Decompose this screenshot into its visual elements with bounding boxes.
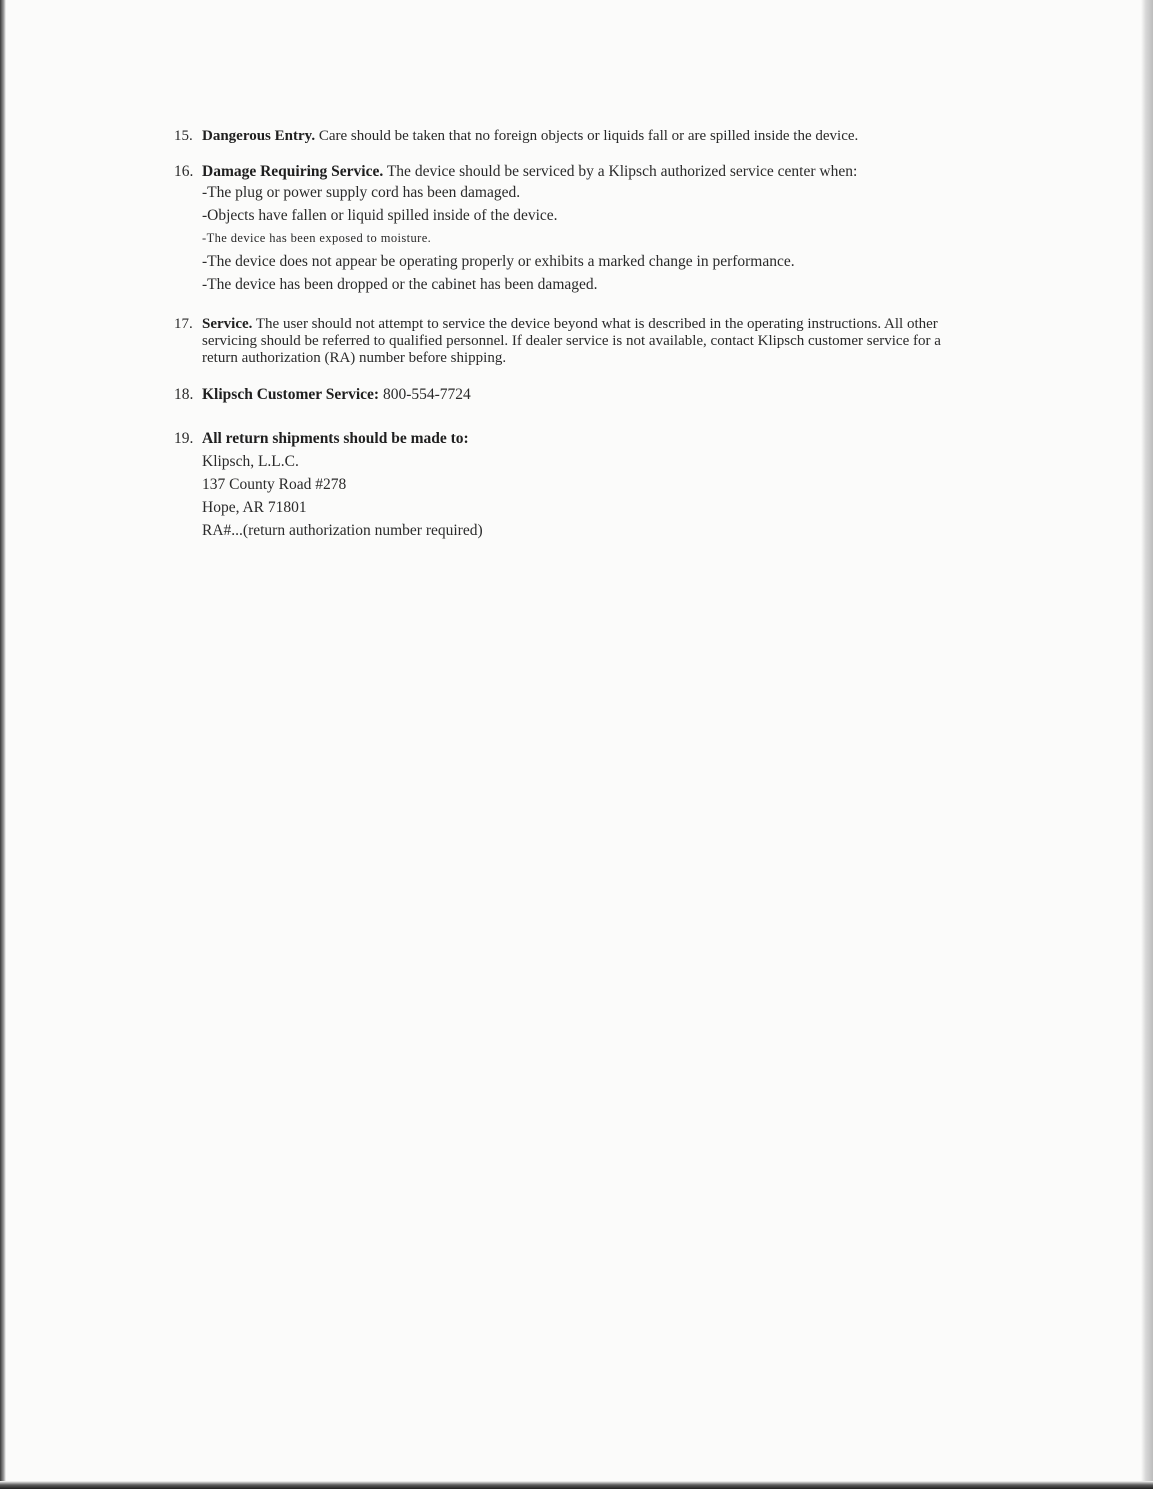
item-number: 19. [174, 430, 194, 447]
item-heading: Damage Requiring Service. [202, 163, 384, 180]
instruction-item-19 [174, 427, 974, 542]
item-number: 18. [174, 386, 194, 403]
condition-item: -The device does not appear be operating properly or exhibits a marked change in performance. [202, 253, 795, 270]
return-address-line: Klipsch, L.L.C. [202, 453, 299, 470]
return-address-line: Hope, AR 71801 [202, 499, 307, 516]
item-heading: Dangerous Entry. [202, 128, 316, 144]
instruction-item-15 [174, 128, 974, 145]
condition-item: -The plug or power supply cord has been damaged. [202, 184, 521, 201]
item-number: 16. [174, 163, 194, 180]
scan-edge-left [0, 0, 6, 1489]
item-number: 15. [174, 128, 193, 144]
condition-item: -Objects have fallen or liquid spilled inside of the device. [202, 207, 558, 224]
condition-item: -The device has been exposed to moisture. [202, 231, 432, 245]
instruction-item-17 [174, 316, 974, 367]
item-text: The user should not attempt to service the device beyond what is described in the operating instructions. All other servicing should be referred to qualified personnel. If dealer service is not available, contact Klipsch customer service for a return authorization (RA) number before shipping. [202, 316, 941, 366]
instruction-item-16 [174, 162, 974, 296]
instruction-item-18 [174, 385, 974, 404]
customer-service-phone: 800-554-7724 [382, 386, 471, 403]
scan-edge-right [1141, 0, 1153, 1489]
scan-edge-bottom [0, 1481, 1153, 1489]
item-number: 17. [174, 316, 193, 332]
item-text: The device should be serviced by a Klipsch authorized service center when: [386, 163, 858, 180]
return-address-line: 137 County Road #278 [202, 476, 347, 493]
item-text: Care should be taken that no foreign objects or liquids fall or are spilled inside the device. [318, 128, 859, 144]
safety-instructions-list [174, 128, 974, 542]
condition-item: -The device has been dropped or the cabinet has been damaged. [202, 276, 598, 293]
item-heading: All return shipments should be made to: [202, 430, 469, 447]
item-heading: Klipsch Customer Service: [202, 386, 380, 403]
return-address-line: RA#...(return authorization number required) [202, 522, 483, 539]
item-heading: Service. [202, 316, 253, 332]
